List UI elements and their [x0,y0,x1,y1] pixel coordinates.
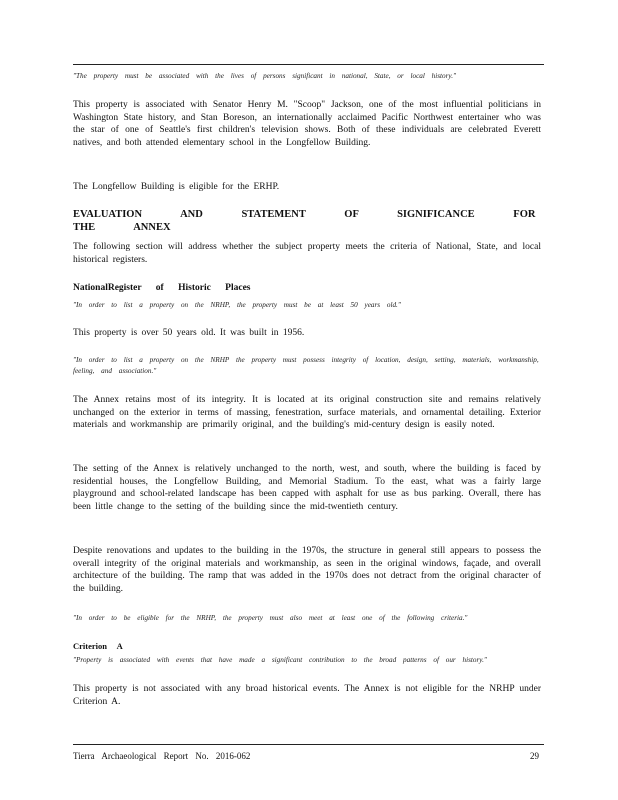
age-paragraph: This property is over 50 years old. It was built in 1956. [73,328,305,338]
age-criterion-quote: "In order to list a property on the NRHP, the property must be at least 50 years old." [73,301,401,309]
erhp-eligibility-paragraph: The Longfellow Building is eligible for the ERHP. [73,182,280,192]
setting-paragraph: The setting of the Annex is relatively unchanged to the north, west, and south, where the building is faced by residential houses, the Longfellow Building, and Memorial Stadium. To the east, what was a fairly large playground and school-related landscape has been capped with asphalt for use as bus parking. Overall, there has been little change to the setting of the building since the mid-twentieth century. [73,464,541,512]
footer-page-number: 29 [530,751,539,761]
criteria-requirement-quote: "In order to be eligible for the NRHP, the property must also meet at least one of the following criteria." [73,614,468,622]
national-register-heading: NationalRegister of Historic Places [73,283,251,293]
jackson-boreson-paragraph: This property is associated with Senator Henry M. "Scoop" Jackson, one of the most influential politicians in Washington State history, and Stan Boreson, an internationally acclaimed Pacific Northwest entertainer who was the star of one of Seattle's first children's television shows. Both of these individuals are celebrated Everett natives, and both attended elementary school in the Longfellow Building. [73,100,541,148]
criterion-a-heading: Criterion A [73,641,123,651]
following-section-paragraph: The following section will address whether the subject property meets the criteria of National, State, and local historical registers. [73,242,541,265]
renovations-paragraph: Despite renovations and updates to the building in the 1970s, the structure in general still appears to possess the overall integrity of the original materials and workmanship, as seen in the original windows, façade, and overall architecture of the building. The ramp that was added in the 1970s does not detract from the original character of the building. [73,546,541,594]
criterion-a-quote: "Property is associated with events that have made a significant contribution to the broad patterns of our history." [73,656,487,664]
footer-report-title: Tierra Archaeological Report No. 2016-062 [73,751,251,761]
criterion-a-paragraph: This property is not associated with any broad historical events. The Annex is not eligible for the NRHP under Criterion A. [73,684,541,707]
footer-rule [73,744,544,745]
integrity-criterion-quote: "In order to list a property on the NRHP the property must possess integrity of location, design, setting, materials, workmanship, feeling, and association." [73,356,539,375]
header-rule [73,64,544,65]
criterion-b-quote: "The property must be associated with the lives of persons significant in national, State, or local history." [73,72,457,80]
annex-integrity-paragraph: The Annex retains most of its integrity. It is located at its original construction site and remains relatively unchanged on the exterior in terms of massing, fenestration, surface materials, and ornamental detailing. Exterior materials and workmanship are primarily original, and the building's mid-century design is easily noted. [73,395,541,430]
evaluation-heading: EVALUATION AND STATEMENT OF SIGNIFICANCE FOR THE ANNEX [73,209,536,233]
